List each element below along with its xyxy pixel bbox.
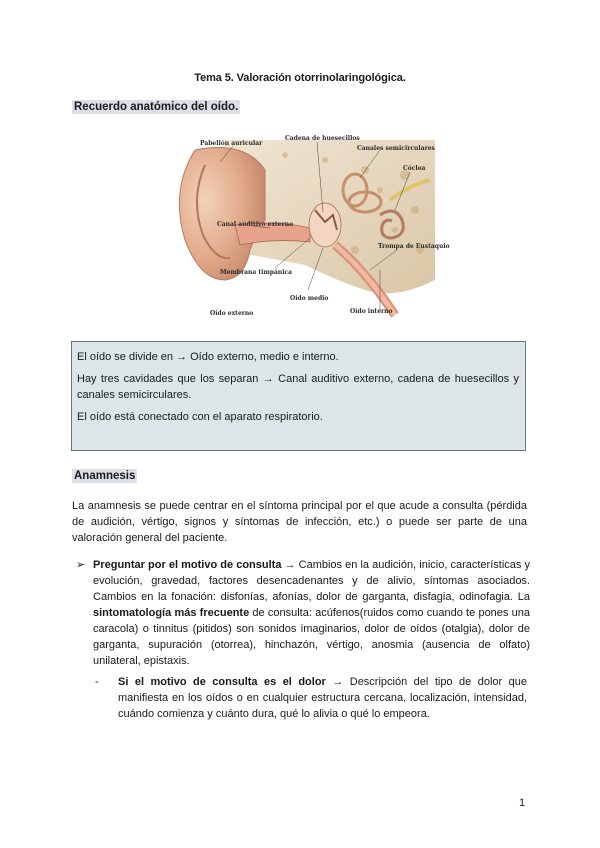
sub-bullet-dash: - [95,676,99,688]
section-heading-anamnesis-text: Anamnesis [74,470,136,482]
ear-anatomy-illustration [165,130,450,323]
label-canales: Canales semicirculares [357,145,435,152]
page-title: Tema 5. Valoración otorrinolaringológica. [194,72,406,84]
bullet-arrow-icon: ➢ [76,559,86,571]
label-oido-externo: Oído externo [210,310,254,317]
section-heading-anamnesis [72,470,137,482]
label-trompa: Trompa de Eustaquio [378,243,450,250]
sub-bullet-text [118,674,527,722]
label-cadena: Cadena de huesecillos [285,135,360,142]
note-paragraph-1: El oído se divide en → Oído externo, medio e interno. [77,351,339,363]
bullet-text [93,557,530,669]
label-pabellon: Pabellón auricular [200,140,263,147]
bullet-motivo-consulta [76,557,531,669]
bullet-bold-1: Preguntar por el motivo de consulta [93,559,282,571]
label-oido-interno: Oído interno [350,308,393,315]
sub-bullet-bold: Si el motivo de consulta es el dolor [118,676,326,688]
sub-bullet-body: → Descripción del tipo de dolor que manifiesta en los oídos o en cualquier estructura cercana, localización, intensidad, cuándo comienza y cuánto dura, qué lo alivia o qué lo empeora. [118,676,527,720]
label-membrana: Membrana timpánica [220,269,293,276]
anamnesis-intro: La anamnesis se puede centrar en el síntoma principal por el que acude a consulta (pérdida de audición, vértigo, signos y síntomas de infección, etc.) o puede ser parte de una valoración general del paciente. [72,500,527,544]
bullet-text-1: → Cambios en la audición, inicio, características y evolución, gravedad, factores desencadenantes y de alivio, síntomas asociados. Cambios en la fonación: disfonías, afonías, dolor de garganta, disfagia, odinofagia. La [93,559,530,603]
page-number: 1 [519,797,526,809]
sub-bullet-dolor [95,674,527,722]
bullet-text-2: de consulta: acúfenos(ruidos como cuando te pones una caracola) o tinnitus (pitidos) son sonidos imaginarios, dolor de oídos (otalgia), dolor de garganta, supuración (otorrea), hinchazón, vértigo, anosmia (ausencia de olfato) unilateral, epistaxis. [93,607,530,667]
bullet-bold-2: sintomatología más frecuente [93,607,250,619]
note-paragraph-3: El oído está conectado con el aparato respiratorio. [77,411,323,423]
summary-note-box [71,341,526,451]
section-heading-anatomy [72,101,240,113]
note-paragraph-2: Hay tres cavidades que los separan → Canal auditivo externo, cadena de huesecillos y canales semicirculares. [77,373,519,401]
label-oido-medio: Oído medio [290,295,329,302]
label-coclea: Cóclea [403,165,426,172]
label-canal-externo: Canal auditivo externo [217,221,294,228]
ear-anatomy-figure [165,130,450,323]
section-heading-anatomy-text: Recuerdo anatómico del oído. [74,101,239,113]
